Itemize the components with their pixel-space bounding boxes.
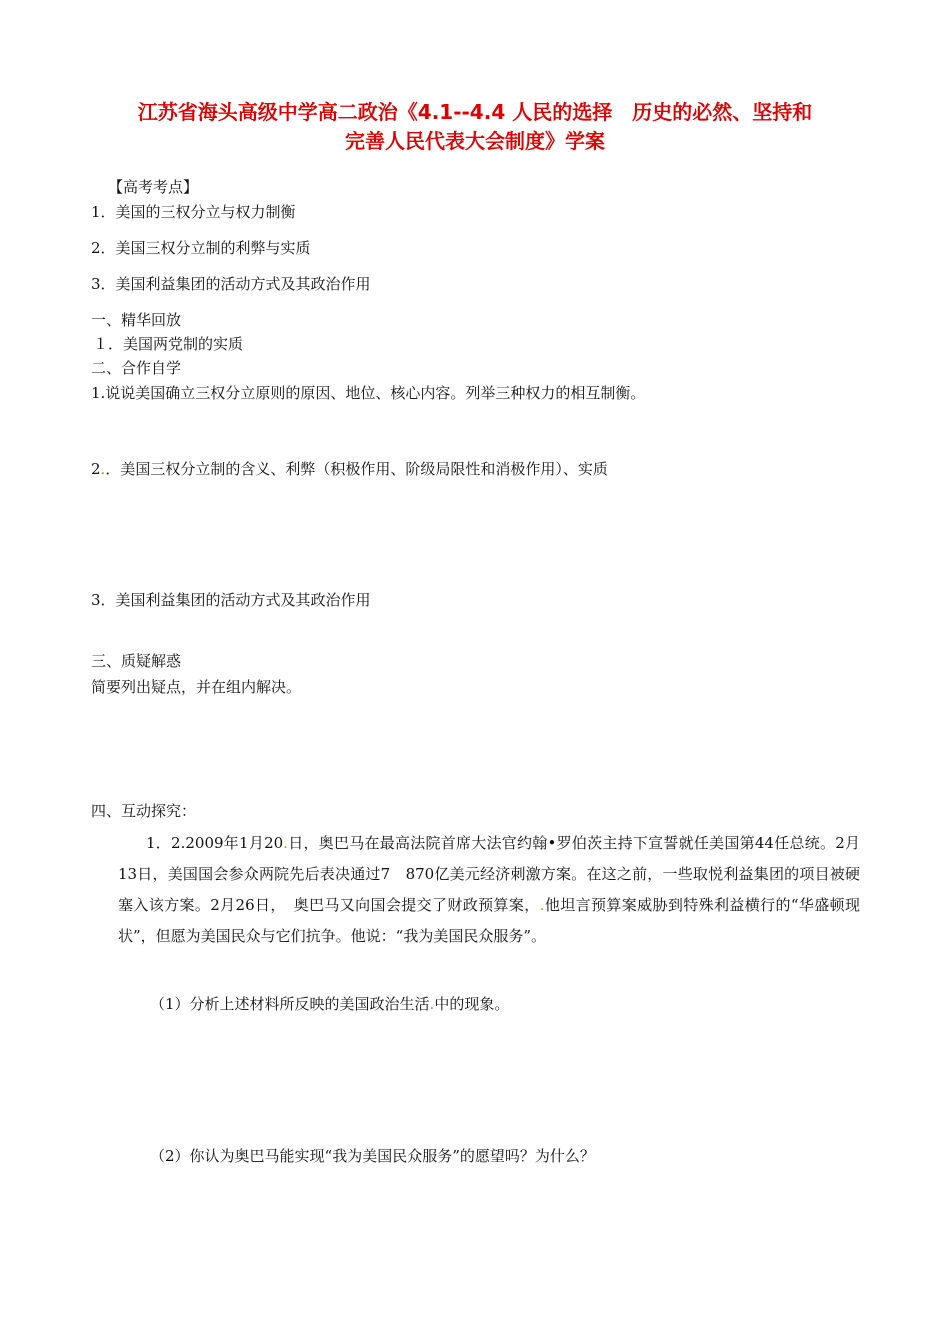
section-4-question-2: （2）你认为奥巴马能实现“我为美国民众服务”的愿望吗？为什么？ (150, 1147, 595, 1165)
exam-point-3: 3．美国利益集团的活动方式及其政治作用 (91, 275, 371, 293)
exam-point-1: 1．美国的三权分立与权力制衡 (91, 203, 296, 221)
material-part-1: 1．2.2009年1月20 (146, 834, 284, 852)
document-title-line-2: 完善人民代表大会制度》学案 (345, 129, 605, 153)
section-2-question-1: 1.说说美国确立三权分立原则的原因、地位、核心内容。列举三种权力的相互制衡。 (91, 384, 646, 402)
question-1-part-1: （1）分析上述材料所反映的美国政治生活 (150, 995, 430, 1013)
question-2-number: 2 (91, 460, 101, 478)
question-2-text: ．美国三权分立制的含义、利弊（积极作用、阶级局限性和消极作用）、实质 (105, 460, 608, 478)
stray-mark: . (429, 995, 435, 1013)
section-4-question-1 (150, 993, 509, 1015)
section-2-question-3: 3．美国利益集团的活动方式及其政治作用 (91, 591, 371, 609)
section-4-material (118, 828, 860, 952)
stray-mark: . (283, 834, 288, 852)
document-title-line-1: 江苏省海头高级中学高二政治《4.1--4.4 人民的选择 历史的必然、坚持和 (137, 100, 813, 124)
section-2-question-2 (91, 458, 608, 480)
section-1-heading: 一、精华回放 (91, 311, 182, 329)
stray-mark: . (539, 896, 545, 914)
section-4-heading: 四、互动探究： (91, 802, 197, 820)
material-part-3: 他坦言预算案威胁到特殊利益横行的“华盛顿现状”，但愿为美国民众与它们抗争。他说：“我为美国民众服务”。 (118, 896, 860, 945)
section-3-heading: 三、质疑解惑 (91, 652, 182, 670)
section-3-instruction: 简要列出疑点，并在组内解决。 (91, 678, 302, 696)
stray-mark: . (100, 460, 106, 478)
exam-points-heading: 【高考考点】 (108, 178, 199, 196)
material-part-2: 日，奥巴马在最高法院首席大法官约翰•罗伯茨主持下宣誓就任美国第44任总统。2月13日，美国国会参众两院先后表决通过7 870亿美元经济刺激方案。在这之前，一些取悦利益集团的项目被硬塞入该方案。2月26日， 奥巴马又向国会提交了财政预算案， (118, 834, 860, 914)
question-1-part-2: 中的现象。 (434, 995, 510, 1013)
section-2-heading: 二、合作自学 (91, 359, 182, 377)
exam-point-2: 2．美国三权分立制的利弊与实质 (91, 239, 311, 257)
section-1-item-1: １．美国两党制的实质 (93, 335, 244, 353)
